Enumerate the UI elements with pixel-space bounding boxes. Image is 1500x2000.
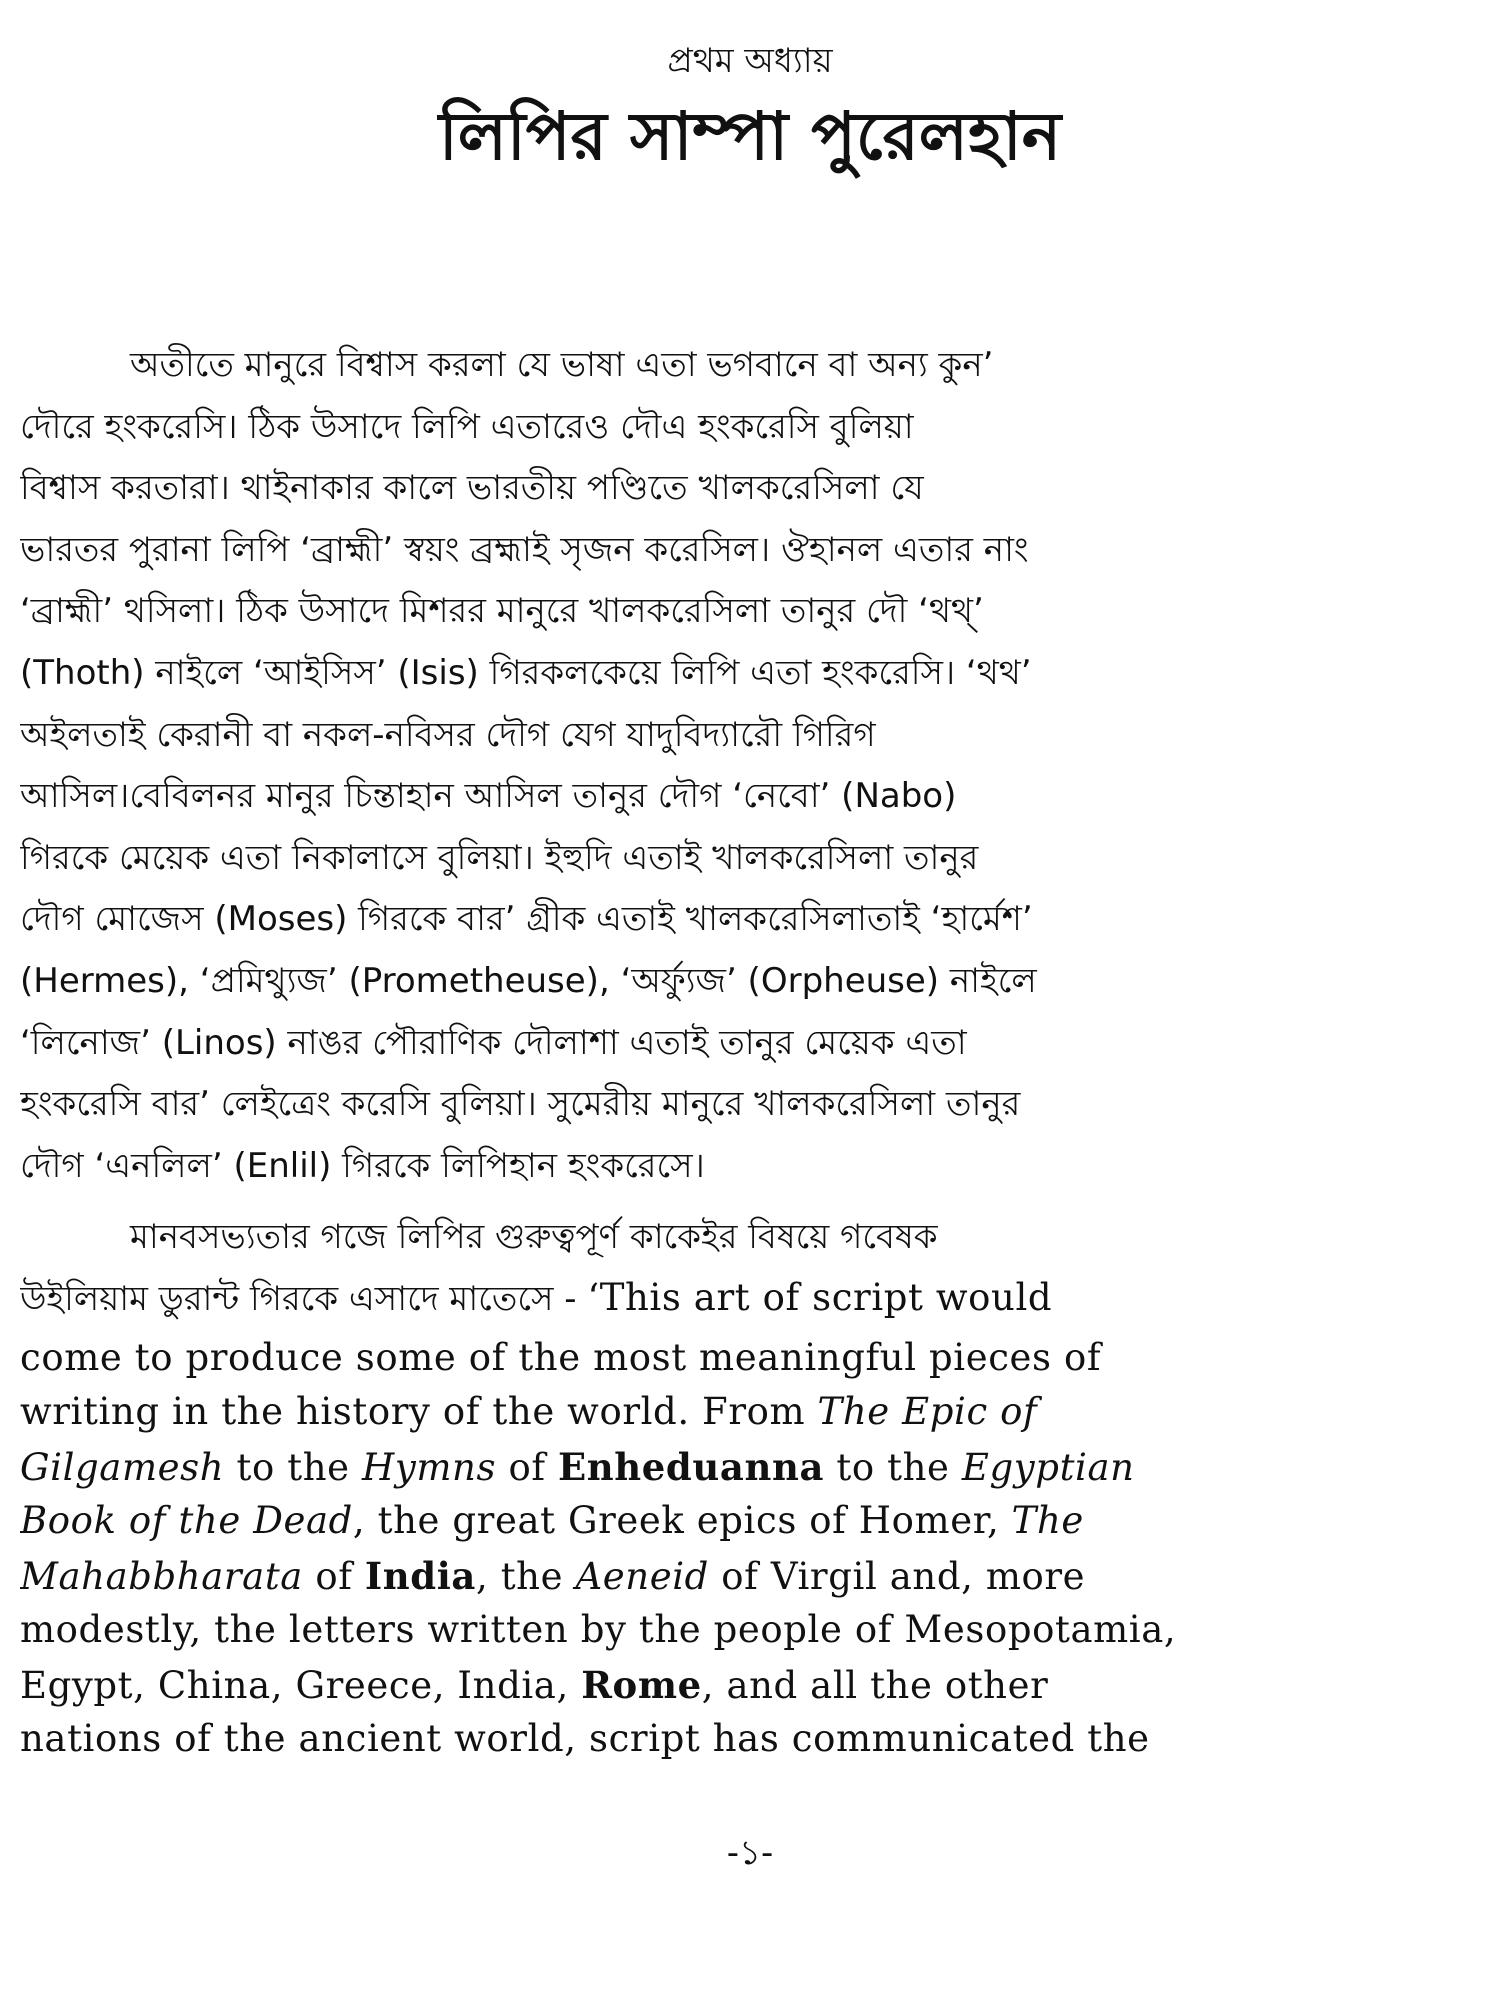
body-text [20, 335, 1480, 1767]
italic-title: Mahabbharata [20, 1554, 303, 1598]
text-span: to the [824, 1445, 962, 1489]
text-line: গিরকে মেয়েক এতা নিকালাসে বুলিয়া। ইহুদি এতাই খালকরেসিলা তানুর [20, 837, 979, 878]
text-line: দৌগ ‘এনলিল’ (Enlil) গিরকে লিপিহান হংকরেসে। [20, 1145, 705, 1186]
paragraph-1 [20, 335, 1480, 1197]
page-number: -১- [726, 1833, 774, 1873]
text-line: ভারতর পুরানা লিপি ‘ব্রাহ্মী’ স্বয়ং ব্রহ্মাই সৃজন করেসিল। ঔহানল এতার নাং [20, 529, 1029, 570]
text-span: of [302, 1554, 365, 1598]
italic-title: Book of the Dead [20, 1499, 353, 1542]
text-span: উইলিয়াম ডুরান্ট গিরকে এসাদে মাতেসে - [20, 1278, 588, 1319]
italic-title: Aeneid [575, 1554, 709, 1598]
text-line: দৌরে হংকরেসি। ঠিক উসাদে লিপি এতারেও দৌএ হংকরেসি বুলিয়া [20, 406, 914, 447]
text-span: writing in the history of the world. From [20, 1390, 818, 1433]
italic-title: Egyptian [961, 1445, 1135, 1489]
quote-start: ‘This art of script would [587, 1275, 1053, 1319]
chapter-title: লিপির সাম্পা পুরেলহান [438, 98, 1062, 175]
bold-name: India [364, 1553, 476, 1598]
text-line: আসিল।বেবিলনর মানুর চিন্তাহান আসিল তানুর দৌগ ‘নেবো’ (Nabo) [20, 776, 957, 817]
paragraph-2 [20, 1207, 1480, 1766]
text-line [20, 1269, 1480, 1331]
text-line: অতীতে মানুরে বিশ্বাস করলা যে ভাষা এতা ভগবানে বা অন্য কুন’ [130, 345, 994, 385]
italic-title: Hymns [362, 1445, 497, 1489]
italic-title: Gilgamesh [20, 1445, 225, 1489]
bold-name: Enheduanna [557, 1444, 825, 1489]
text-line: মানবসভ্যতার গজে লিপির গুরুত্বপূর্ণ কাকেইর বিষয়ে গবেষক [130, 1217, 938, 1258]
text-line: ‘ব্রাহ্মী’ থসিলা। ঠিক উসাদে মিশরর মানুরে খালকরেসিলা তানুর দৌ ‘থথ্’ [20, 591, 984, 632]
quote-line [20, 1385, 1480, 1440]
text-span: of [496, 1445, 558, 1489]
text-line: হংকরেসি বার’ লেইত্রেং করেসি বুলিয়া। সুমেরীয় মানুরে খালকরেসিলা তানুর [20, 1084, 1021, 1125]
italic-title: The [1011, 1499, 1084, 1542]
italic-title: The Epic of [817, 1390, 1038, 1433]
text-line: (Hermes), ‘প্রমিথ্যুজ’ (Prometheuse), ‘অর্ফ্যুজ’ (Orpheuse) নাইলে [20, 960, 1037, 1001]
chapter-label: প্রথম অধ্যায় [667, 41, 833, 81]
quote-line [20, 1658, 1480, 1713]
text-line: (Thoth) নাইলে ‘আইসিস’ (Isis) গিরকলকেয়ে লিপি এতা হংকরেসি। ‘থথ’ [20, 652, 1032, 693]
text-span: , the great Greek epics of Homer, [352, 1499, 1012, 1542]
text-line: ‘লিনোজ’ (Linos) নাঙর পৌরাণিক দৌলাশা এতাই তানুর মেয়েক এতা [20, 1022, 967, 1063]
bold-name: Rome [581, 1662, 702, 1707]
text-span: , and all the other [701, 1663, 1049, 1707]
text-line: দৌগ মোজেস (Moses) গিরকে বার’ গ্রীক এতাই খালকরেসিলাতাই ‘হার্মেশ’ [20, 899, 1033, 940]
quote-line: nations of the ancient world, script has communicated the [20, 1717, 1150, 1760]
text-line: বিশ্বাস করতারা। থাইনাকার কালে ভারতীয় পণ্ডিতে খালকরেসিলা যে [20, 468, 924, 509]
quote-line: modestly, the letters written by the people of Mesopotamia, [20, 1608, 1177, 1651]
text-span: Egypt, China, Greece, India, [20, 1663, 582, 1707]
text-span: , the [475, 1554, 576, 1598]
quote-line [20, 1494, 1480, 1549]
text-span: to the [224, 1445, 362, 1489]
quote-line: come to produce some of the most meaningful pieces of [20, 1335, 1102, 1379]
quote-line [20, 1549, 1480, 1604]
text-line: অইলতাই কেরানী বা নকল-নবিসর দৌগ যেগ যাদুবিদ্যারৌ গিরিগ [20, 714, 876, 755]
text-span: of Virgil and, more [708, 1554, 1086, 1598]
quote-line [20, 1440, 1480, 1495]
